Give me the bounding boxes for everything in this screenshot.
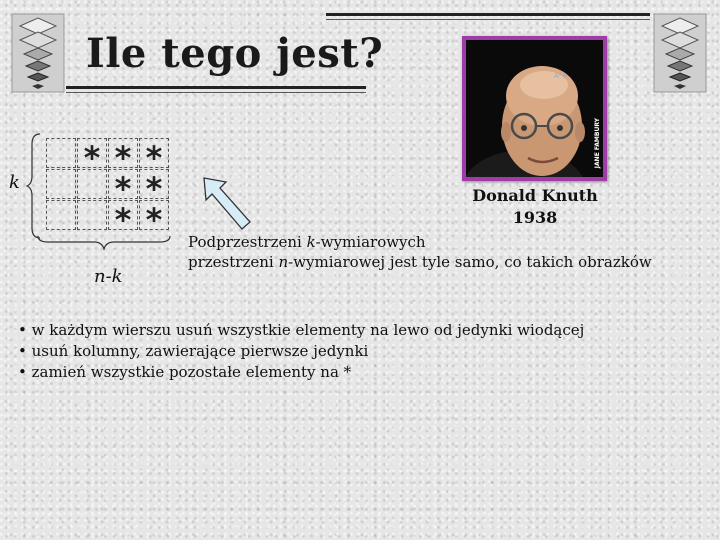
grid-star: * [114,201,132,239]
bullet-list [18,320,584,383]
top-rule [326,13,650,16]
grid-star: * [145,139,163,177]
k-label: k [9,172,20,193]
caption-name: Donald Knuth [472,186,598,205]
top-rule-thin [326,19,650,20]
k-brace [26,132,42,240]
description-line-1: Podprzestrzeni k-wymiarowych [188,233,426,251]
n-k-brace [36,234,172,252]
star-grid [46,138,170,239]
grid-cell [77,200,107,230]
grid-star: * [83,139,101,177]
grid-star: * [114,170,132,208]
grid-cell [46,138,76,168]
grid-cell [46,200,76,230]
bullet-item-3: • zamień wszystkie pozostałe elementy na * [18,363,352,381]
title-underline-thin [66,92,366,93]
layers-icon-left [10,12,66,94]
grid-cell [46,169,76,199]
photo-side-text: JANE FAMBURY [594,118,601,169]
page-title: Ile tego jest? [86,30,384,77]
grid-star: * [145,201,163,239]
description-line-2: przestrzeni n-wymiarowej jest tyle samo, co takich obrazków [188,253,652,271]
title-underline [66,86,366,89]
bullet-item-2: • usuń kolumny, zawierające pierwsze jedynki [18,342,369,360]
caption-year: 1938 [512,208,558,227]
pointer-arrow-icon [196,172,256,234]
grid-cell [77,169,107,199]
n-k-label: n-k [94,266,123,287]
layers-icon-right [652,12,708,94]
svg-text:A²+: A²+ [554,72,568,80]
knuth-photo [462,36,607,181]
bullet-item-1: • w każdym wierszu usuń wszystkie elementy na lewo od jedynki wiodącej [18,321,585,339]
grid-star: * [145,170,163,208]
grid-star: * [114,139,132,177]
photo-caption [470,185,600,229]
description [188,232,652,272]
